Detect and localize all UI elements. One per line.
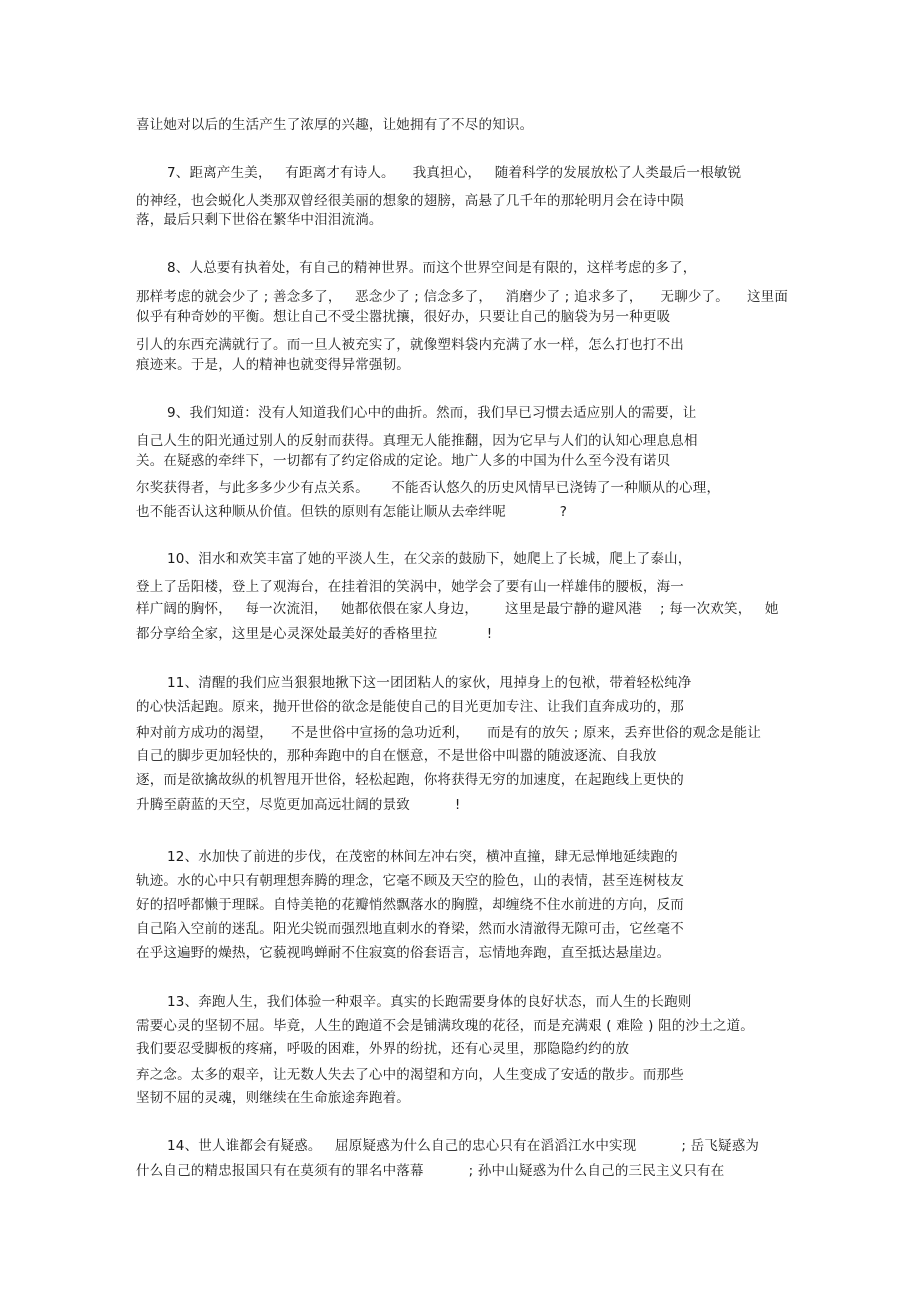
text-line: 关。在疑惑的牵绊下，一切都有了约定俗成的定论。地广人多的中国为什么至今没有诺贝	[136, 453, 671, 469]
paragraph-9-first-line: 9、我们知道：没有人知道我们心中的曲折。然而，我们早已习惯去适应别人的需要，让	[167, 405, 697, 421]
text-line: 在乎这遍野的燥热，它藐视鸣蝉耐不住寂寞的俗套语言，忘情地奔跑，直至抵达悬崖边。	[136, 945, 671, 961]
text-line: 轨迹。水的心中只有朝理想奔腾的理念，它毫不顾及天空的脸色，山的表情，甚至连树枝友	[136, 873, 684, 889]
paragraph-14-first-line: 14、世人谁都会有疑惑。 屈原疑惑为什么自己的忠心只有在滔滔江水中实现 ; 岳飞疑惑为	[167, 1138, 760, 1154]
text-line: 那样考虑的就会少了 ; 善念多了， 恶念少了 ; 信念多了， 消磨少了 ; 追求多了， 无聊少了。 这里面	[136, 289, 789, 305]
text-line: 什么自己的精忠报国只有在莫须有的罪名中落幕 ; 孙中山疑惑为什么自己的三民主义只有在	[136, 1163, 725, 1179]
text-line: 自己人生的阳光通过别人的反射而获得。真理无人能推翻，因为它早与人们的认知心理息息相	[136, 433, 698, 449]
text-line: 的心快活起跑。原来，抛开世俗的欲念是能使自己的目光更加专注、让我们直奔成功的，那	[136, 699, 684, 715]
text-line: 样广阔的胸怀， 每一次流泪， 她都依偎在家人身边， 这里是最宁静的避风港 ; 每一次欢笑， 她	[136, 601, 779, 617]
text-line: 升腾至蔚蓝的天空，尽览更加高远壮阔的景致 !	[136, 797, 461, 813]
paragraph-12-first-line: 12、水加快了前进的步伐，在茂密的林间左冲右突，横冲直撞，肆无忌惮地延续跑的	[167, 849, 678, 865]
paragraph-11-first-line: 11、清醒的我们应当狠狠地揪下这一团团粘人的家伙，甩掉身上的包袱，带着轻松纯净	[167, 675, 692, 691]
text-line: 都分享给全家，这里是心灵深处最美好的香格里拉 !	[136, 626, 493, 642]
text-line: 尔奖获得者，与此多多少少有点关系。 不能否认悠久的历史风情早已浇铸了一种顺从的心理，	[136, 480, 721, 496]
text-line: 也不能否认这种顺从价值。但铁的原则有怎能让顺从去牵绊呢 ?	[136, 504, 568, 520]
text-line: 逐，而是欲擒故纵的机智甩开世俗，轻松起跑，你将获得无穷的加速度，在起跑线上更快的	[136, 772, 684, 788]
paragraph-7-first-line: 7、距离产生美， 有距离才有诗人。 我真担心， 随着科学的发展放松了人类最后一根敏锐	[167, 165, 742, 181]
text-line: 坚韧不屈的灵魂，则继续在生命旅途奔跑着。	[136, 1090, 410, 1106]
text-line: 自己的脚步更加轻快的，那种奔跑中的自在惬意，不是世俗中叫嚣的随波逐流、自我放	[136, 748, 657, 764]
paragraph-8-first-line: 8、人总要有执着处，有自己的精神世界。而这个世界空间是有限的，这样考虑的多了，	[167, 260, 697, 276]
text-line: 引人的东西充满就行了。而一旦人被充实了，就像塑料袋内充满了水一样，怎么打也打不出	[136, 337, 684, 353]
text-line: 登上了岳阳楼，登上了观海台，在挂着泪的笑涡中，她学会了要有山一样雄伟的腰板，海一	[136, 579, 684, 595]
text-line: 喜让她对以后的生活产生了浓厚的兴趣，让她拥有了不尽的知识。	[136, 117, 534, 133]
text-line: 的神经，也会蜕化人类那双曾经很美丽的想象的翅膀，高悬了几千年的那轮明月会在诗中陨	[136, 193, 684, 209]
text-line: 好的招呼都懒于理睬。自恃美艳的花瓣悄然飘落水的胸膛，却缠绕不住水前进的方向，反而	[136, 897, 684, 913]
text-line: 痕迹来。于是，人的精神也就变得异常强韧。	[136, 357, 410, 373]
paragraph-13-first-line: 13、奔跑人生，我们体验一种艰辛。真实的长跑需要身体的良好状态，而人生的长跑则	[167, 994, 692, 1010]
text-line: 需要心灵的坚韧不屈。毕竟，人生的跑道不会是铺满玫瑰的花径，而是充满艰 ( 难险 ) 阻的沙土之道。	[136, 1018, 754, 1034]
paragraph-10-first-line: 10、泪水和欢笑丰富了她的平淡人生，在父亲的鼓励下，她爬上了长城，爬上了泰山，	[167, 551, 692, 567]
text-line: 种对前方成功的渴望， 不是世俗中宣扬的急功近利， 而是有的放矢 ; 原来，丢弃世俗的观念是能让	[136, 725, 762, 741]
text-line: 落，最后只剩下世俗在繁华中泪泪流淌。	[136, 212, 383, 228]
text-line: 弃之念。太多的艰辛，让无数人失去了心中的渴望和方向，人生变成了安适的散步。而那些	[136, 1067, 684, 1083]
text-line: 我们要忍受脚板的疼痛，呼吸的困难，外界的纷扰，还有心灵里，那隐隐约约的放	[136, 1041, 630, 1057]
text-line: 似乎有种奇妙的平衡。想让自己不受尘嚣扰攘，很好办，只要让自己的脑袋为另一种更吸	[136, 309, 671, 325]
text-line: 自己陷入空前的迷乱。阳光尖锐而强烈地直刺水的脊梁，然而水清澈得无隙可击，它丝毫不	[136, 921, 684, 937]
